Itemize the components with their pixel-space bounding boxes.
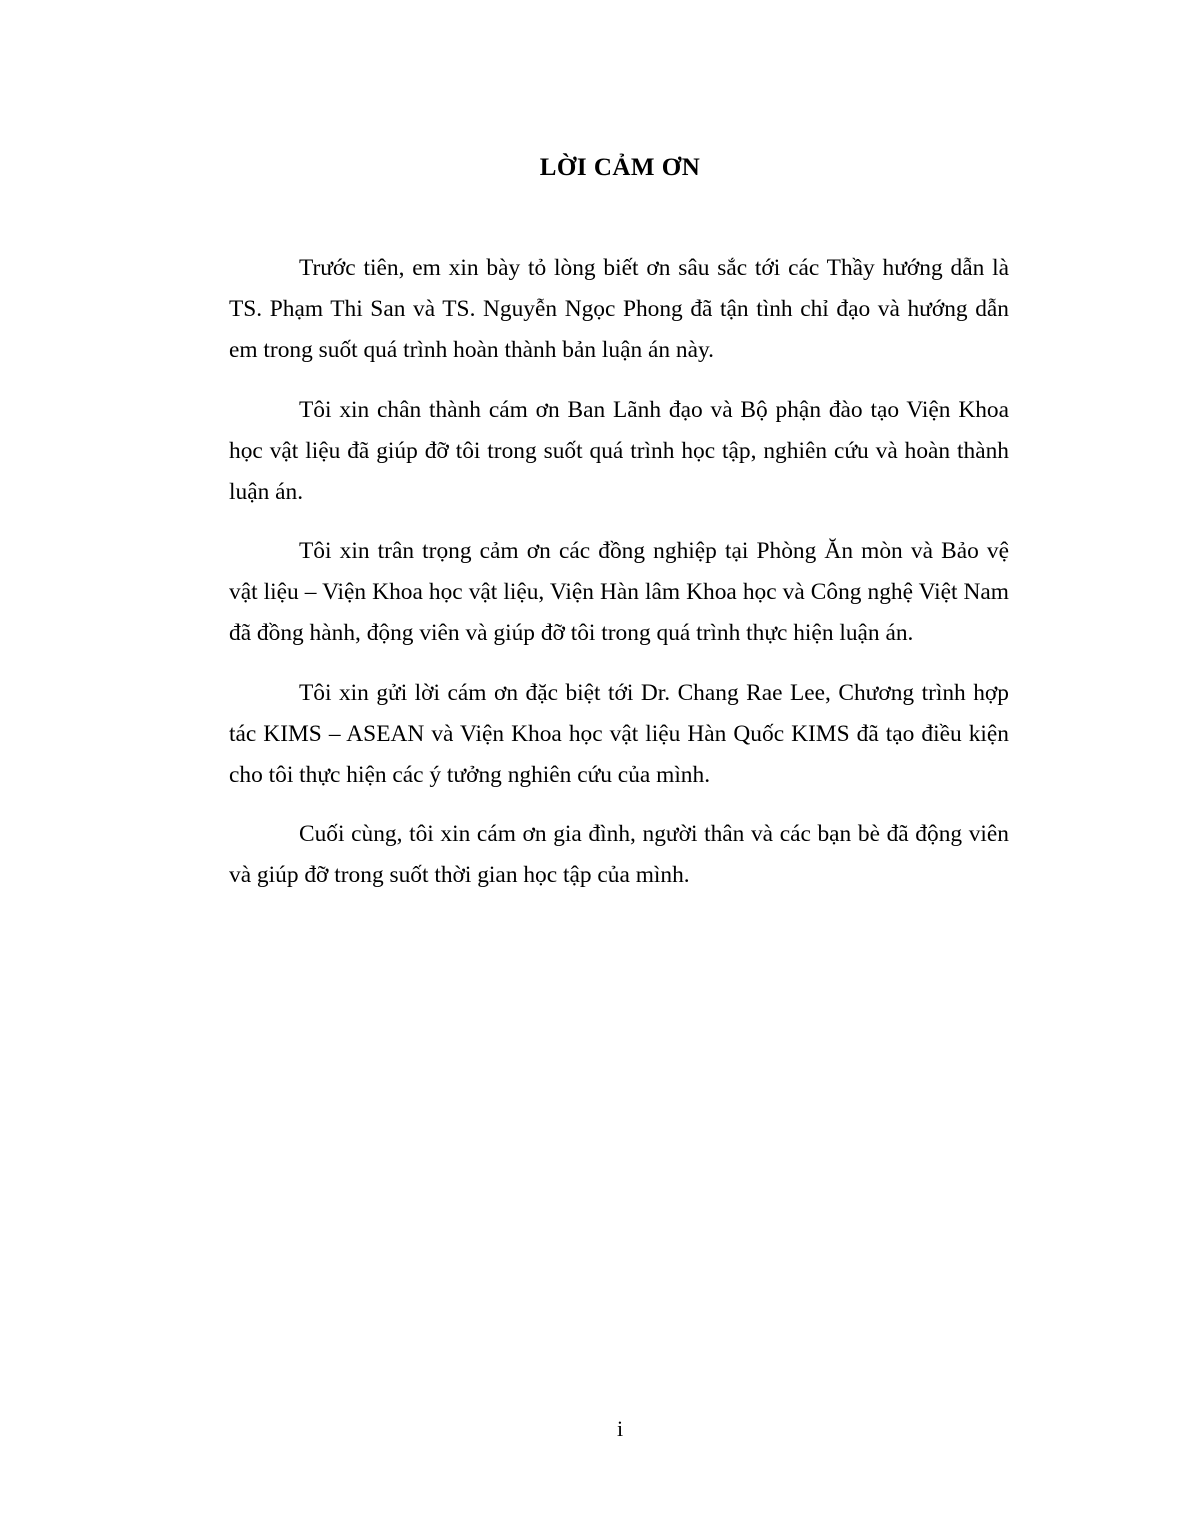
page-title: LỜI CẢM ƠN: [539, 154, 701, 181]
paragraph-1: Trước tiên, em xin bày tỏ lòng biết ơn sâu sắc tới các Thầy hướng dẫn là TS. Phạm Thi San và TS. Nguyễn Ngọc Phong đã tận tình chỉ đạo và hướng dẫn em trong suốt quá trình hoàn thành bản luận án này.: [229, 255, 1009, 363]
page-number: i: [616, 1416, 624, 1441]
paragraph-5: Cuối cùng, tôi xin cám ơn gia đình, người thân và các bạn bè đã động viên và giúp đỡ trong suốt thời gian học tập của mình.: [229, 821, 1009, 888]
paragraph-3: Tôi xin trân trọng cảm ơn các đồng nghiệp tại Phòng Ăn mòn và Bảo vệ vật liệu – Viện Khoa học vật liệu, Viện Hàn lâm Khoa học và Công nghệ Việt Nam đã đồng hành, động viên và giúp đỡ tôi trong quá trình thực hiện luận án.: [229, 538, 1009, 646]
acknowledgement-body: [229, 248, 1009, 915]
paragraph-4: Tôi xin gửi lời cám ơn đặc biệt tới Dr. Chang Rae Lee, Chương trình hợp tác KIMS – ASEAN và Viện Khoa học vật liệu Hàn Quốc KIMS đã tạo điều kiện cho tôi thực hiện các ý tưởng nghiên cứu của mình.: [229, 679, 1009, 788]
paragraph-2: Tôi xin chân thành cám ơn Ban Lãnh đạo và Bộ phận đào tạo Viện Khoa học vật liệu đã giúp đỡ tôi trong suốt quá trình học tập, nghiên cứu và hoàn thành luận án.: [229, 396, 1009, 505]
